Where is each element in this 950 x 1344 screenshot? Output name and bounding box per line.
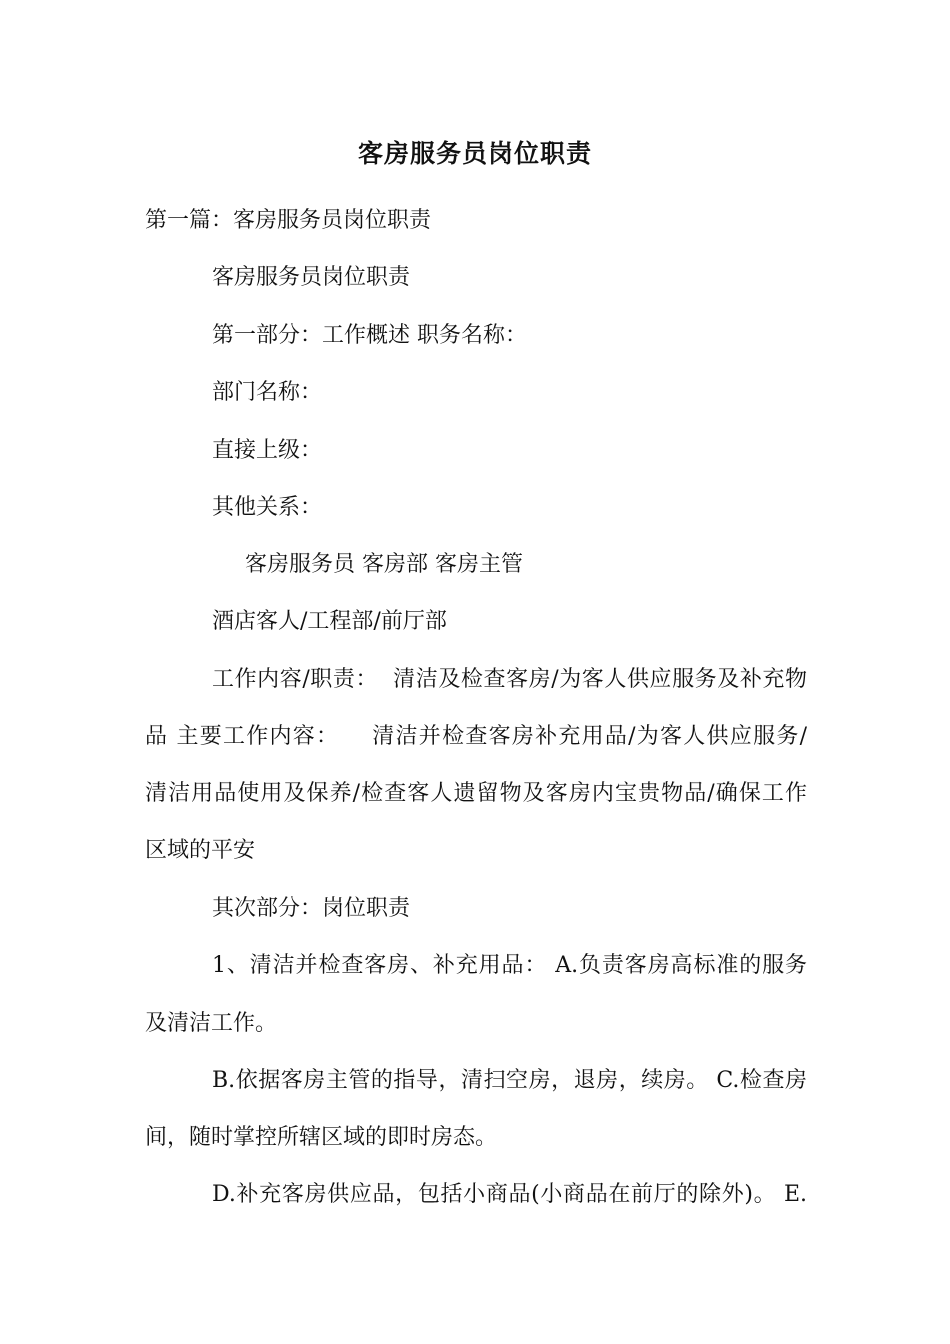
document-title: 客房服务员岗位职责 bbox=[357, 139, 592, 168]
paragraph-line: 第一部分：工作概述 职务名称： bbox=[212, 323, 527, 348]
paragraph-line: B.依据客房主管的指导，清扫空房，退房，续房。 C.检查房 bbox=[212, 1068, 807, 1093]
paragraph-line: 酒店客人/工程部/前厅部 bbox=[212, 609, 447, 634]
paragraph-line: 客房服务员岗位职责 bbox=[212, 265, 411, 290]
paragraph-line: 部门名称： bbox=[212, 380, 323, 405]
paragraph-line: 客房服务员 客房部 客房主管 bbox=[245, 552, 523, 577]
paragraph-line: 及清洁工作。 bbox=[145, 1011, 278, 1036]
paragraph-line: 其他关系： bbox=[212, 495, 323, 520]
paragraph-line: 清洁用品使用及保养/检查客人遗留物及客房内宝贵物品/确保工作 bbox=[145, 781, 807, 806]
paragraph-line: 工作内容/职责： 清洁及检查客房/为客人供应服务及补充物 bbox=[212, 667, 807, 692]
paragraph-line: 第一篇：客房服务员岗位职责 bbox=[145, 208, 432, 233]
paragraph-line: 其次部分：岗位职责 bbox=[212, 896, 411, 921]
paragraph-line: 区域的平安 bbox=[145, 838, 256, 863]
paragraph-line: 间，随时掌控所辖区域的即时房态。 bbox=[145, 1125, 498, 1150]
paragraph-line: D.补充客房供应品，包括小商品(小商品在前厅的除外)。 E. bbox=[212, 1182, 807, 1207]
paragraph-line: 1、清洁并检查客房、补充用品： A.负责客房高标准的服务 bbox=[212, 953, 807, 978]
paragraph-line: 直接上级： bbox=[212, 438, 323, 463]
paragraph-line: 品 主要工作内容： 清洁并检查客房补充用品/为客人供应服务/ bbox=[145, 724, 807, 749]
